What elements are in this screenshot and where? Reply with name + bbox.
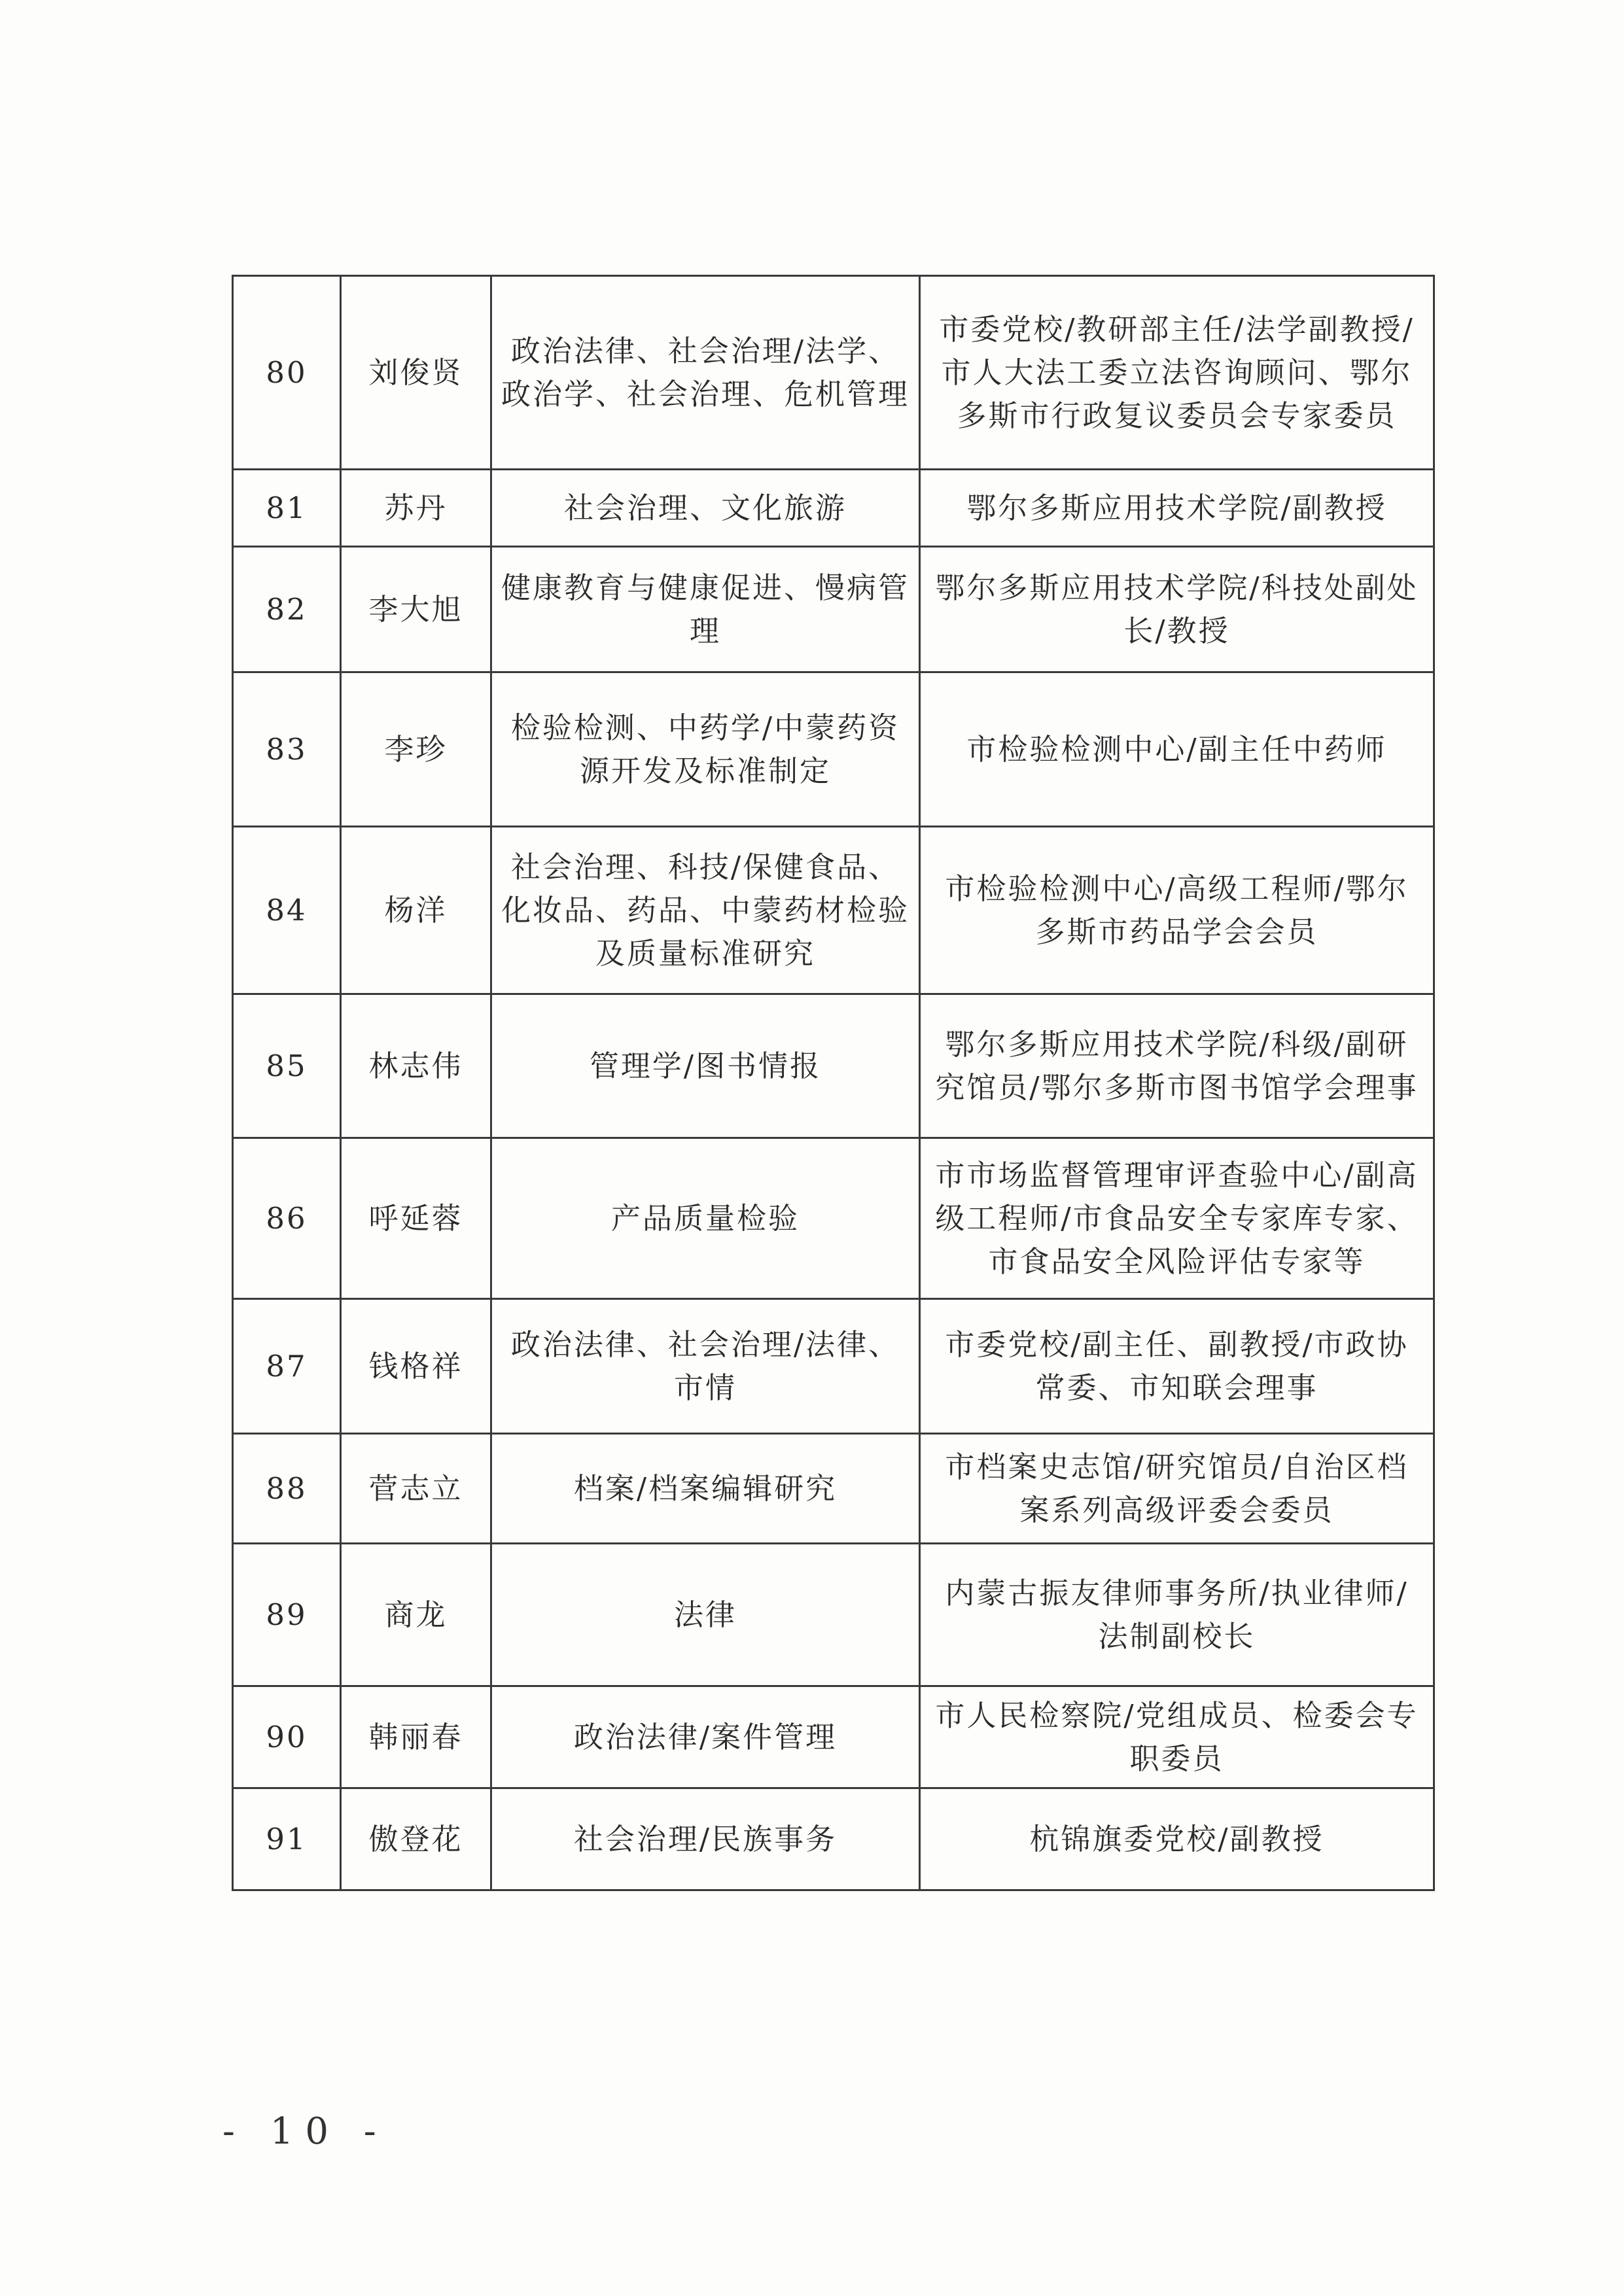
row-number: 84 (233, 827, 341, 994)
expert-name: 林志伟 (341, 994, 491, 1138)
work-position: 市检验检测中心/高级工程师/鄂尔多斯市药品学会会员 (920, 827, 1434, 994)
expert-name: 钱格祥 (341, 1299, 491, 1434)
expertise-field: 管理学/图书情报 (491, 994, 920, 1138)
table-row (233, 1434, 1434, 1544)
row-number: 81 (233, 470, 341, 547)
table-row (233, 1299, 1434, 1434)
expertise-field: 社会治理/民族事务 (491, 1788, 920, 1890)
row-number: 80 (233, 276, 341, 470)
work-position: 鄂尔多斯应用技术学院/科技处副处长/教授 (920, 547, 1434, 672)
expert-name: 商龙 (341, 1544, 491, 1686)
expert-name: 李珍 (341, 672, 491, 827)
expertise-field: 检验检测、中药学/中蒙药资源开发及标准制定 (491, 672, 920, 827)
page-number: - 10 - (222, 2110, 388, 2153)
table-row (233, 1686, 1434, 1788)
work-position: 市检验检测中心/副主任中药师 (920, 672, 1434, 827)
work-position: 内蒙古振友律师事务所/执业律师/法制副校长 (920, 1544, 1434, 1686)
expertise-field: 政治法律、社会治理/法律、市情 (491, 1299, 920, 1434)
row-number: 85 (233, 994, 341, 1138)
table-row (233, 470, 1434, 547)
row-number: 89 (233, 1544, 341, 1686)
expertise-field: 产品质量检验 (491, 1138, 920, 1299)
row-number: 90 (233, 1686, 341, 1788)
expert-name: 傲登花 (341, 1788, 491, 1890)
row-number: 86 (233, 1138, 341, 1299)
row-number: 88 (233, 1434, 341, 1544)
expert-name: 李大旭 (341, 547, 491, 672)
work-position: 市委党校/教研部主任/法学副教授/市人大法工委立法咨询顾问、鄂尔多斯市行政复议委员会专家委员 (920, 276, 1434, 470)
table-row (233, 827, 1434, 994)
expert-table (232, 275, 1435, 1891)
table-row (233, 1788, 1434, 1890)
table-row (233, 672, 1434, 827)
expertise-field: 档案/档案编辑研究 (491, 1434, 920, 1544)
work-position: 鄂尔多斯应用技术学院/副教授 (920, 470, 1434, 547)
work-position: 市档案史志馆/研究馆员/自治区档案系列高级评委会委员 (920, 1434, 1434, 1544)
expertise-field: 社会治理、文化旅游 (491, 470, 920, 547)
expert-name: 韩丽春 (341, 1686, 491, 1788)
expertise-field: 社会治理、科技/保健食品、化妆品、药品、中蒙药材检验及质量标准研究 (491, 827, 920, 994)
expertise-field: 健康教育与健康促进、慢病管理 (491, 547, 920, 672)
row-number: 83 (233, 672, 341, 827)
work-position: 市人民检察院/党组成员、检委会专职委员 (920, 1686, 1434, 1788)
expert-name: 苏丹 (341, 470, 491, 547)
table-row (233, 276, 1434, 470)
expert-name: 呼延蓉 (341, 1138, 491, 1299)
expert-name: 菅志立 (341, 1434, 491, 1544)
expert-name: 刘俊贤 (341, 276, 491, 470)
row-number: 82 (233, 547, 341, 672)
row-number: 91 (233, 1788, 341, 1890)
work-position: 鄂尔多斯应用技术学院/科级/副研究馆员/鄂尔多斯市图书馆学会理事 (920, 994, 1434, 1138)
work-position: 杭锦旗委党校/副教授 (920, 1788, 1434, 1890)
table-row (233, 547, 1434, 672)
table-row (233, 1544, 1434, 1686)
work-position: 市委党校/副主任、副教授/市政协常委、市知联会理事 (920, 1299, 1434, 1434)
expert-name: 杨洋 (341, 827, 491, 994)
work-position: 市市场监督管理审评查验中心/副高级工程师/市食品安全专家库专家、市食品安全风险评估专家等 (920, 1138, 1434, 1299)
table-row (233, 1138, 1434, 1299)
row-number: 87 (233, 1299, 341, 1434)
table-row (233, 994, 1434, 1138)
expertise-field: 法律 (491, 1544, 920, 1686)
expertise-field: 政治法律、社会治理/法学、政治学、社会治理、危机管理 (491, 276, 920, 470)
expertise-field: 政治法律/案件管理 (491, 1686, 920, 1788)
